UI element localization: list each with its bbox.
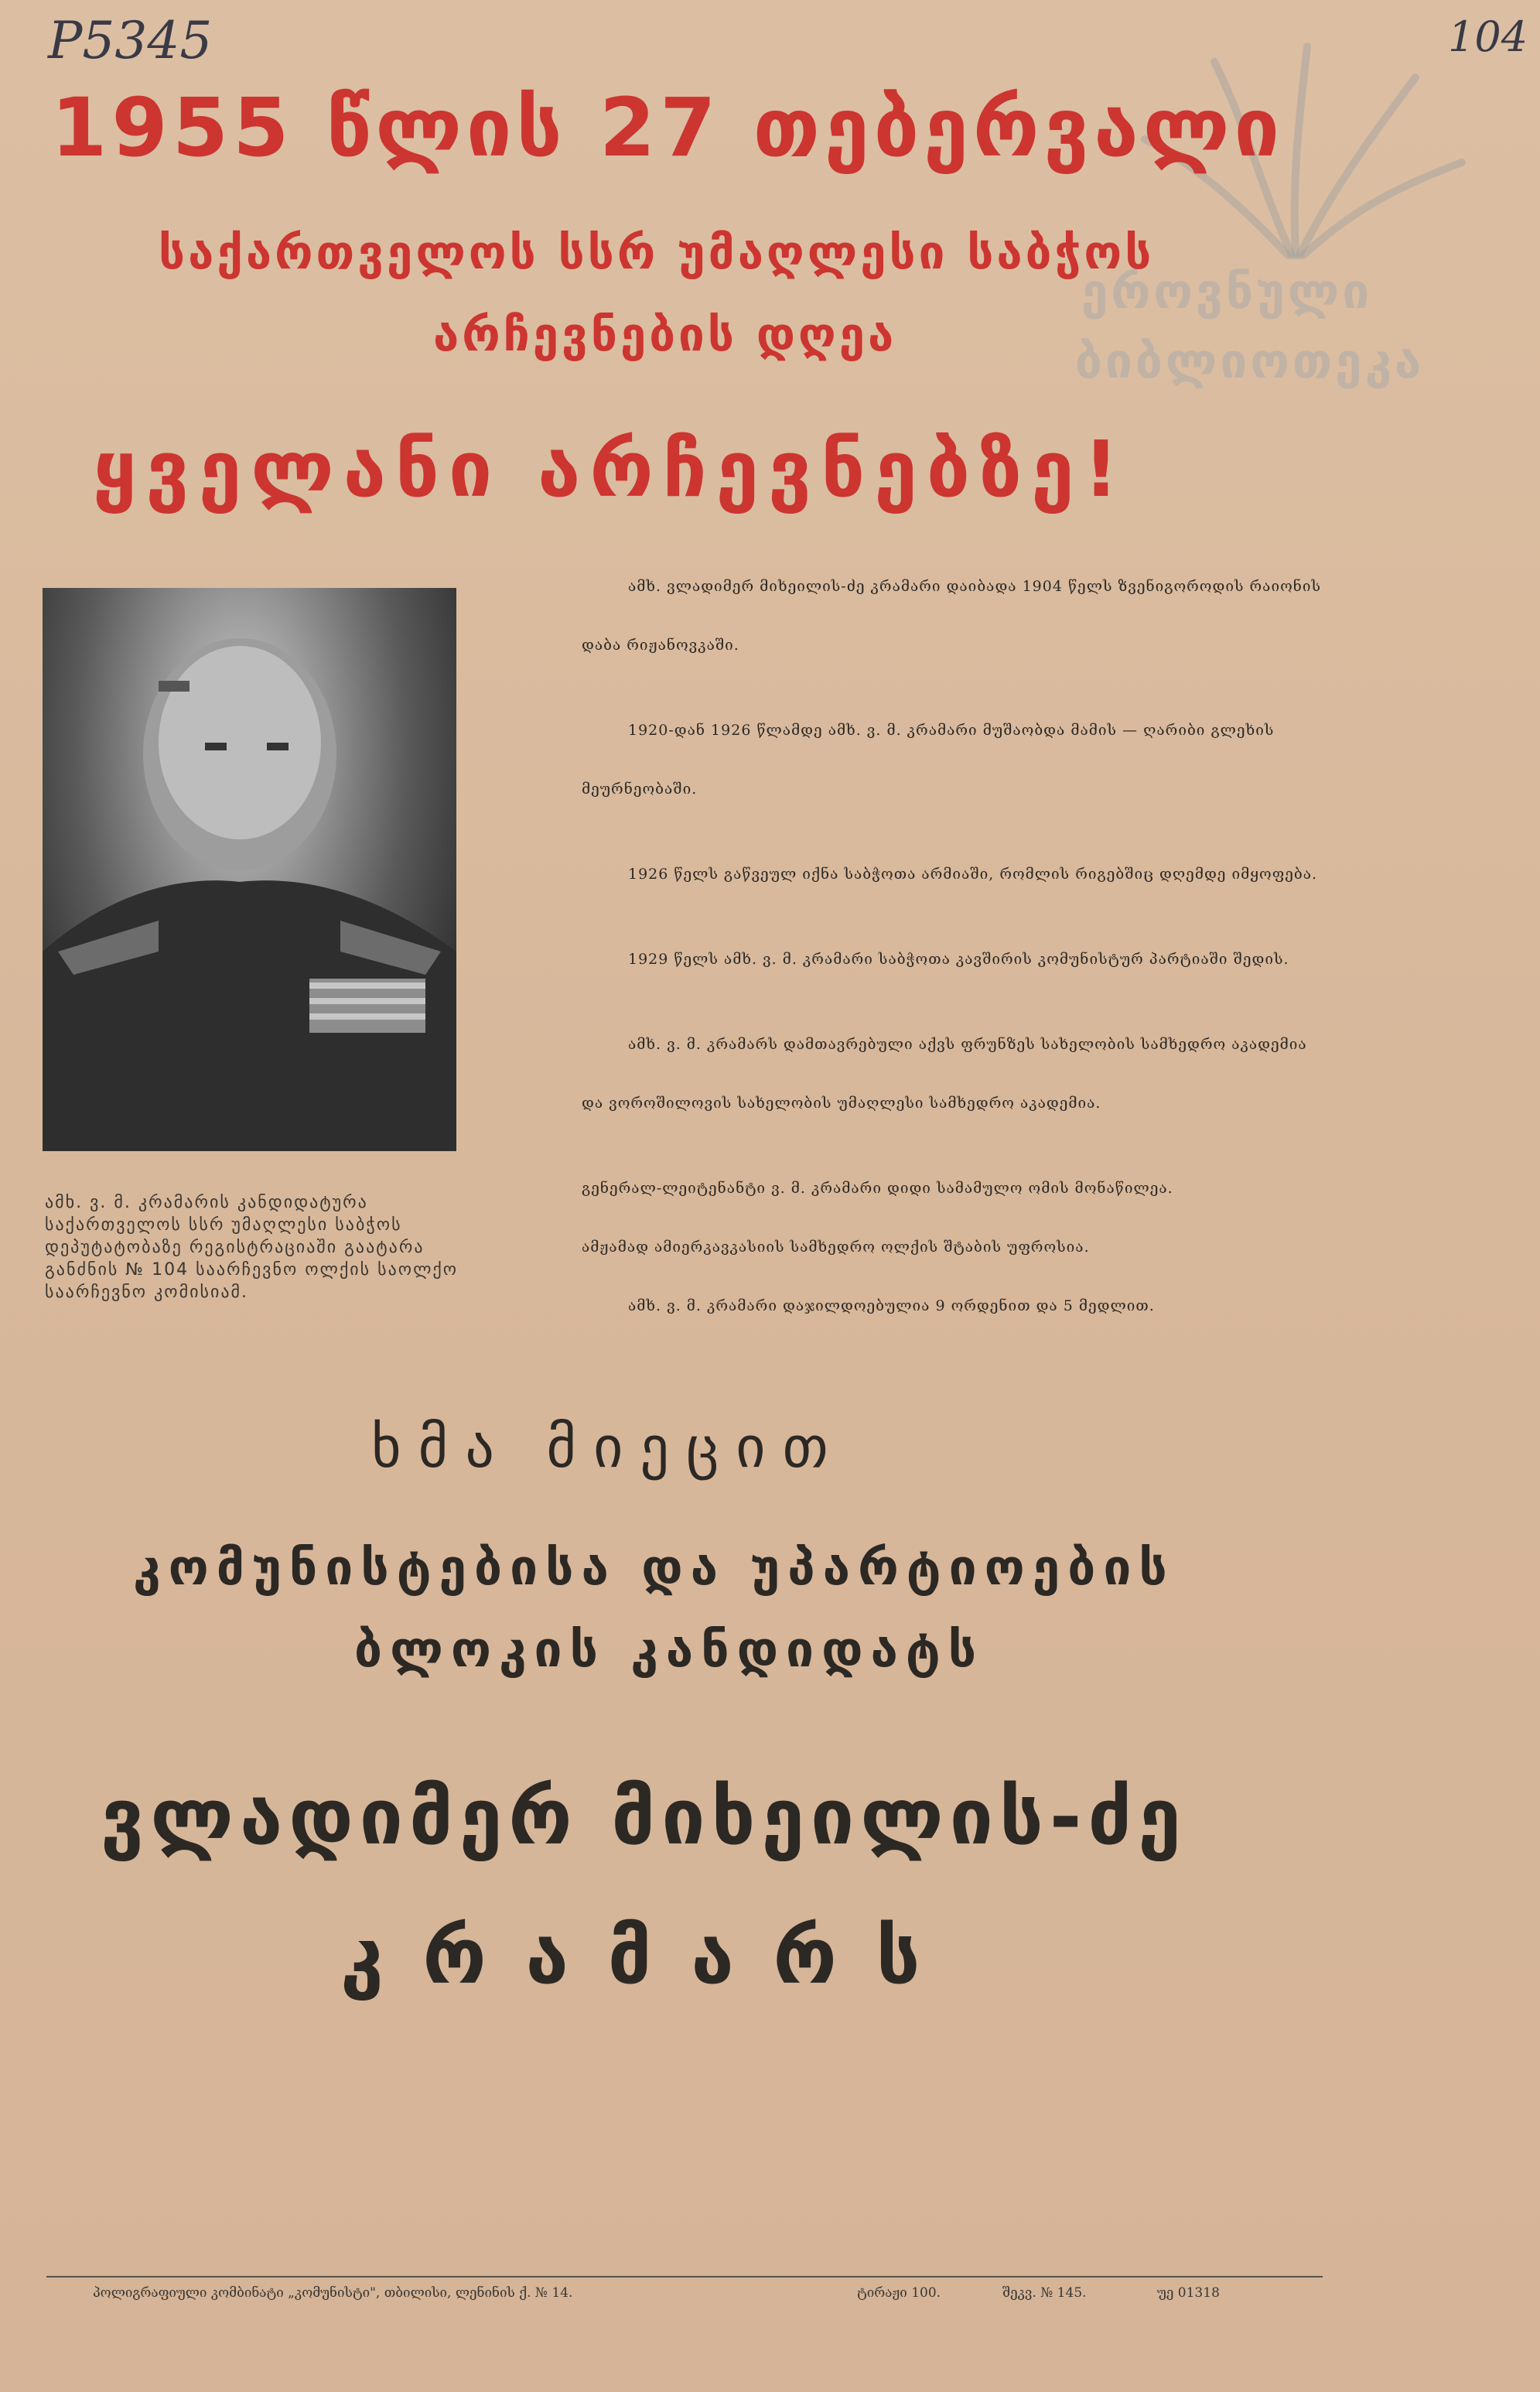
election-title-line1: საქართველოს სსრ უმაღლესი საბჭოს xyxy=(159,226,1155,280)
watermark-line2: ბიბლიოთეკა xyxy=(1075,333,1425,389)
biography-text xyxy=(582,557,1324,1362)
printer-imprint: პოლიგრაფიული კომბინატი „კომუნისტი", თბილისი, ლენინის ქ. № 14. xyxy=(93,2285,573,2301)
print-run: ტირაჟი 100. xyxy=(857,2285,941,2301)
bio-paragraph: ამხ. ვლადიმერ მიხეილის-ძე კრამარი დაიბადა 1904 წელს ზვენიგოროდის რაიონის დაბა რიჟანოვკაში. xyxy=(582,578,1322,654)
bio-paragraph: გენერალ-ლეიტენანტი ვ. მ. კრამარი დიდი სამამულო ომის მონაწილეა. xyxy=(582,1180,1173,1197)
bio-paragraph: 1920-დან 1926 წლამდე ამხ. ვ. მ. კრამარი მუშაობდა მამის — ღარიბი გლეხის მეურნეობაში. xyxy=(582,722,1275,798)
slogan: ყველანი არჩევნებზე! xyxy=(93,424,1129,514)
page-number-mark: 104 xyxy=(1448,12,1528,61)
vote-appeal: ხმა მიეცით xyxy=(371,1414,845,1481)
archive-code-mark: P5345 xyxy=(48,11,213,70)
bio-paragraph: 1926 წელს გაწვეულ იქნა საბჭოთა არმიაში, რომლის რიგებშიც დღემდე იმყოფება. xyxy=(628,866,1318,883)
order-number: შეკვ. № 145. xyxy=(1002,2285,1087,2301)
candidate-name-line2: კ რ ა მ ა რ ს xyxy=(340,1911,927,2001)
candidate-name-line1: ვლადიმერ მიხეილის-ძე xyxy=(101,1772,1187,1862)
candidate-portrait xyxy=(43,588,456,1151)
bloc-line2: ბლოკის კანდიდატს xyxy=(354,1621,985,1679)
portrait-silhouette-icon xyxy=(43,588,456,1151)
bio-paragraph: 1929 წელს ამხ. ვ. მ. კრამარი საბჭოთა კავშირის კომუნისტურ პარტიაში შედის. xyxy=(628,951,1289,968)
footer-rule xyxy=(46,2276,1323,2278)
bloc-line1: კომუნისტებისა და უპარტიოების xyxy=(133,1539,1175,1597)
election-title-line2: არჩევნების დღეა xyxy=(433,308,897,362)
censor-code: უე 01318 xyxy=(1157,2285,1220,2301)
bio-paragraph: ამხ. ვ. მ. კრამარს დამთავრებული აქვს ფრუნზეს სახელობის სამხედრო აკადემია და ვოროშილოვის სახელობის უმაღლესი სამხედრო აკადემია. xyxy=(582,1036,1307,1112)
photo-caption: ამხ. ვ. მ. კრამარის კანდიდატურა საქართველოს სსრ უმაღლესი საბჭოს დეპუტატობაზე რეგისტრაციაში გაატარა განძნის № 104 საარჩევნო ოლქის საოლქო საარჩევნო კომისიამ. xyxy=(45,1193,459,1302)
watermark-line1: ეროვნული xyxy=(1081,263,1373,320)
election-date: 1955 წლის 27 თებერვალი xyxy=(51,80,1285,175)
bio-paragraph: ამხ. ვ. მ. კრამარი დაჯილდოებულია 9 ორდენით და 5 მედლით. xyxy=(628,1297,1155,1314)
bio-paragraph: ამჟამად ამიერკავკასიის სამხედრო ოლქის შტაბის უფროსია. xyxy=(582,1239,1090,1256)
